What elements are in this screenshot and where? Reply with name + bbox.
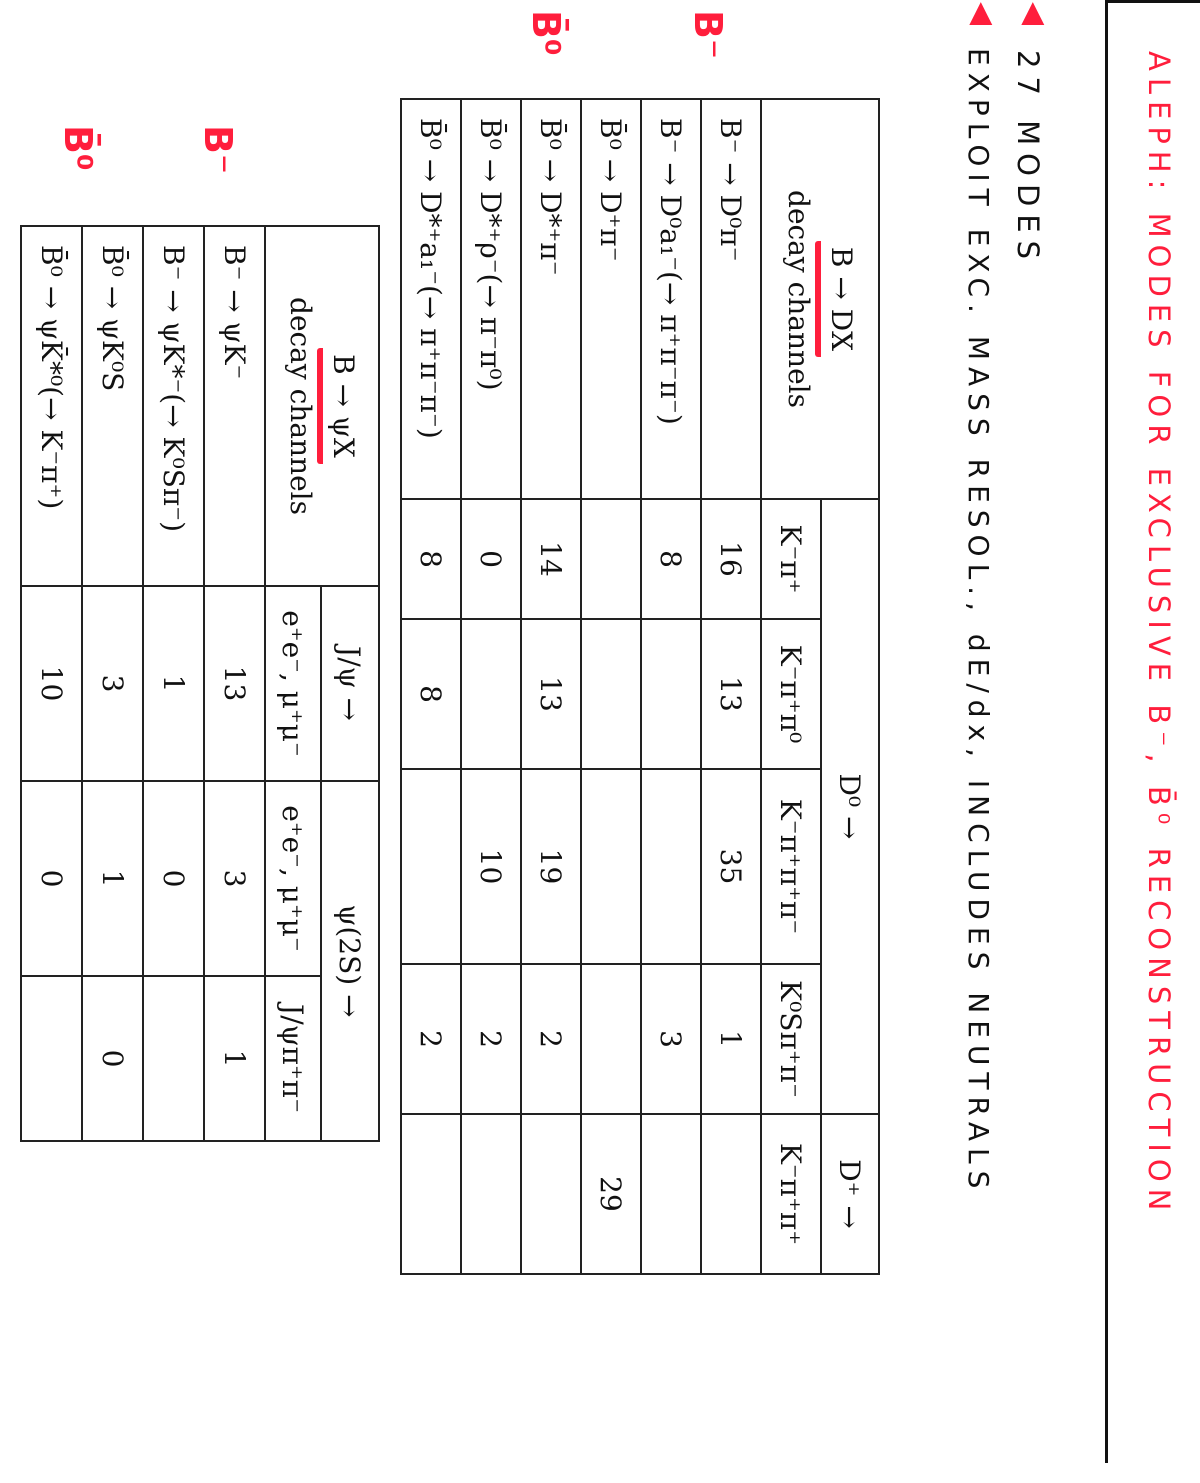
value-cell: 8 [641, 499, 701, 619]
psi-table-title: B → ψX [317, 348, 360, 464]
value-cell [401, 769, 461, 964]
value-cell: 8 [401, 499, 461, 619]
value-cell: 0 [143, 781, 204, 976]
value-cell: 1 [143, 586, 204, 781]
psi-channel-header [265, 226, 379, 586]
value-cell: 0 [82, 976, 143, 1141]
table-row [461, 99, 521, 1274]
value-cell [581, 499, 641, 619]
decay-channels-label: decay channels [284, 297, 317, 515]
value-cell: 8 [401, 619, 461, 769]
value-cell [461, 619, 521, 769]
value-cell: 0 [21, 781, 82, 976]
value-cell: 10 [21, 586, 82, 781]
table-row [21, 226, 82, 1141]
marker-b0bar: B̄⁰ [56, 125, 100, 171]
value-cell: 29 [581, 1114, 641, 1274]
channel-cell: B⁻ → D⁰π⁻ [701, 99, 761, 499]
table-row [401, 99, 461, 1274]
channel-cell: B⁻ → ψK⁻ [204, 226, 265, 586]
modes-note: 27 MODES [1011, 50, 1045, 268]
value-cell [641, 1114, 701, 1274]
value-cell [581, 769, 641, 964]
value-cell: 19 [521, 769, 581, 964]
value-cell: 2 [521, 964, 581, 1114]
value-cell: 3 [641, 964, 701, 1114]
channel-cell: B̄⁰ → D*⁺π⁻ [521, 99, 581, 499]
dplus-group-header: D⁺ → [821, 1114, 879, 1274]
column-header: J/ψπ⁺π⁻ [265, 976, 321, 1141]
value-cell: 13 [701, 619, 761, 769]
column-header: K⁻π⁺π⁺ [761, 1114, 821, 1274]
column-header: e⁺e⁻, μ⁺μ⁻ [265, 586, 321, 781]
marker-b-minus: B⁻ [196, 125, 240, 175]
value-cell [21, 976, 82, 1141]
value-cell: 0 [461, 499, 521, 619]
psi-table [20, 225, 380, 1142]
column-header: K⁻π⁺π⁺π⁻ [761, 769, 821, 964]
value-cell: 13 [204, 586, 265, 781]
table-row [204, 226, 265, 1141]
page-title: ALEPH: MODES FOR EXCLUSIVE B⁻, B̄⁰ RECONSTRUCTION [1142, 51, 1176, 1218]
column-header: K⁻π⁺ [761, 499, 821, 619]
title-box [1105, 0, 1200, 1463]
channel-cell: B̄⁰ → D*⁺a₁⁻(→ π⁺π⁻π⁻) [401, 99, 461, 499]
value-cell [401, 1114, 461, 1274]
table-row [82, 226, 143, 1141]
dx-channel-header [761, 99, 879, 499]
marker-b-minus: B⁻ [686, 10, 730, 60]
value-cell: 2 [461, 964, 521, 1114]
value-cell [581, 964, 641, 1114]
channel-cell: B̄⁰ → ψK⁰S [82, 226, 143, 586]
table-row [701, 99, 761, 1274]
table-row [521, 99, 581, 1274]
channel-cell: B⁻ → D⁰a₁⁻(→ π⁺π⁻π⁻) [641, 99, 701, 499]
value-cell [641, 619, 701, 769]
channel-cell: B⁻ → ψK*⁻(→ K⁰Sπ⁻) [143, 226, 204, 586]
value-cell: 1 [204, 976, 265, 1141]
value-cell: 3 [204, 781, 265, 976]
value-cell [143, 976, 204, 1141]
column-header: e⁺e⁻, μ⁺μ⁻ [265, 781, 321, 976]
red-bullet-mark: ◀ [1017, 2, 1052, 26]
column-header: K⁰Sπ⁺π⁻ [761, 964, 821, 1114]
psi2s-group-header: ψ(2S) → [321, 781, 379, 1141]
jpsi-group-header: J/ψ → [321, 586, 379, 781]
table-row [143, 226, 204, 1141]
value-cell [521, 1114, 581, 1274]
channel-cell: B̄⁰ → D⁺π⁻ [581, 99, 641, 499]
channel-cell: B̄⁰ → D*⁺ρ⁻(→ π⁻π⁰) [461, 99, 521, 499]
dx-table-title: B → DX [815, 241, 858, 357]
value-cell: 10 [461, 769, 521, 964]
decay-channels-label: decay channels [782, 190, 815, 408]
red-bullet-mark: ◀ [965, 2, 1000, 26]
value-cell: 1 [701, 964, 761, 1114]
dx-table [400, 98, 880, 1275]
d0-group-header: D⁰ → [821, 499, 879, 1114]
value-cell [641, 769, 701, 964]
marker-b0bar: B̄⁰ [524, 10, 568, 56]
table-row [581, 99, 641, 1274]
value-cell [701, 1114, 761, 1274]
channel-cell: B̄⁰ → ψK̄*⁰(→ K⁻π⁺) [21, 226, 82, 586]
value-cell [461, 1114, 521, 1274]
value-cell: 14 [521, 499, 581, 619]
value-cell: 35 [701, 769, 761, 964]
column-header: K⁻π⁺π⁰ [761, 619, 821, 769]
table-row [641, 99, 701, 1274]
value-cell: 2 [401, 964, 461, 1114]
value-cell: 3 [82, 586, 143, 781]
value-cell: 13 [521, 619, 581, 769]
value-cell: 1 [82, 781, 143, 976]
exploit-note: EXPLOIT EXC. MASS RESOL., dE/dx, INCLUDES NEUTRALS [962, 48, 995, 1196]
value-cell: 16 [701, 499, 761, 619]
value-cell [581, 619, 641, 769]
